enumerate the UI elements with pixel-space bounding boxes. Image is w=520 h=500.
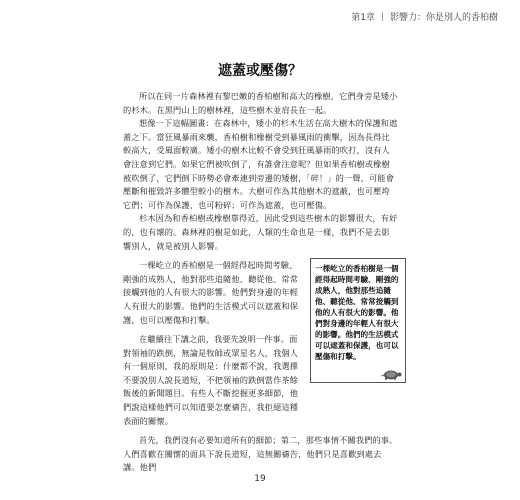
chapter-label: 第1章 — [351, 13, 375, 23]
paragraph-1: 所以在同一片森林裡有黎巴嫩的香柏樹和高大的橡樹，它們身旁是矮小的杉木。在黑門山上的樹林裡，這些樹木並肩長在一起。 — [123, 91, 398, 115]
turtle-icon — [381, 368, 403, 380]
paragraph-2: 想像一下這幅圖畫：在森林中，矮小的杉木生活在高大樹木的保護和遮蓋之下。當狂風暴雨來襲，香柏樹和橡樹受到暴風雨的衝擊，因為長得比較高大，受風面較廣。矮小的樹木比較不會受到狂風暴雨的吹打，沒有人會注意到它們。如果它們被吹倒了，有誰會注意呢？但如果香柏樹或橡樹被吹倒了，它們倒下時勢必會牽連到旁邊的矮樹，「碎！」的一聲，可能會壓斷和摧毀許多體型較小的樹木。大樹可作為其他樹木的遮蔽，也可壓垮它們；可作為保護，也可粉碎；可作為遮蓋，也可壓傷。 — [123, 118, 398, 210]
paragraph-4: 一棵屹立的香柏樹是一個經得起時間考驗、剛強的成熟人，他對那些追隨他、聽從他、常常接觸到他的人有很大的影響。他們對身邊的年輕人有很大的影響。他們的生活模式可以遮蓋和保護，也可以壓傷和打擊。 — [123, 260, 299, 325]
page-number: 19 — [254, 474, 266, 484]
paragraph-6: 首先，我們沒有必要知道所有的細節；第二，那些事情不關我們的事。人們喜歡在關懷的面具下說長道短，這無關禱告，他們只是喜歡到處去講。他們 — [123, 435, 398, 473]
running-header — [351, 10, 498, 23]
section-title: 遮蓋或壓傷？ — [218, 63, 302, 79]
pull-quote-box — [310, 258, 406, 383]
header-separator: | — [380, 11, 384, 22]
paragraph-3: 杉木因為和香柏樹或橡樹靠得近，因此受到這些樹木的影響很大，有好的，也有壞的。森林裡的樹是如此，人類的生命也是一樣，我們不是去影響別人，就是被別人影響。 — [123, 213, 398, 251]
section-label: 影響力：你是別人的香柏樹 — [389, 13, 498, 23]
paragraph-5: 在繼續往下講之前，我要先說明一件事。面對領袖的跌倒，無論是牧師或眾星名人，我個人有一個原則，我的原則是：什麼都不說，我選擇不要說別人說長道短，不把領袖的跌倒當作茶餘飯後的新聞題目。有些人不斷挖掘更多細節，他們說這樣他們可以知道要怎麼禱告，我拒絕這種表面的關懷。 — [123, 334, 299, 426]
pull-quote-text: 一棵屹立的香柏樹是一個經得起時間考驗、剛強的成熟人，他對那些追隨他、聽從他、常常接觸到他的人有很大的影響。他們對身邊的年輕人有很大的影響。他們的生活模式可以遮蓋和保護，也可以壓傷和打擊。 — [315, 264, 399, 361]
